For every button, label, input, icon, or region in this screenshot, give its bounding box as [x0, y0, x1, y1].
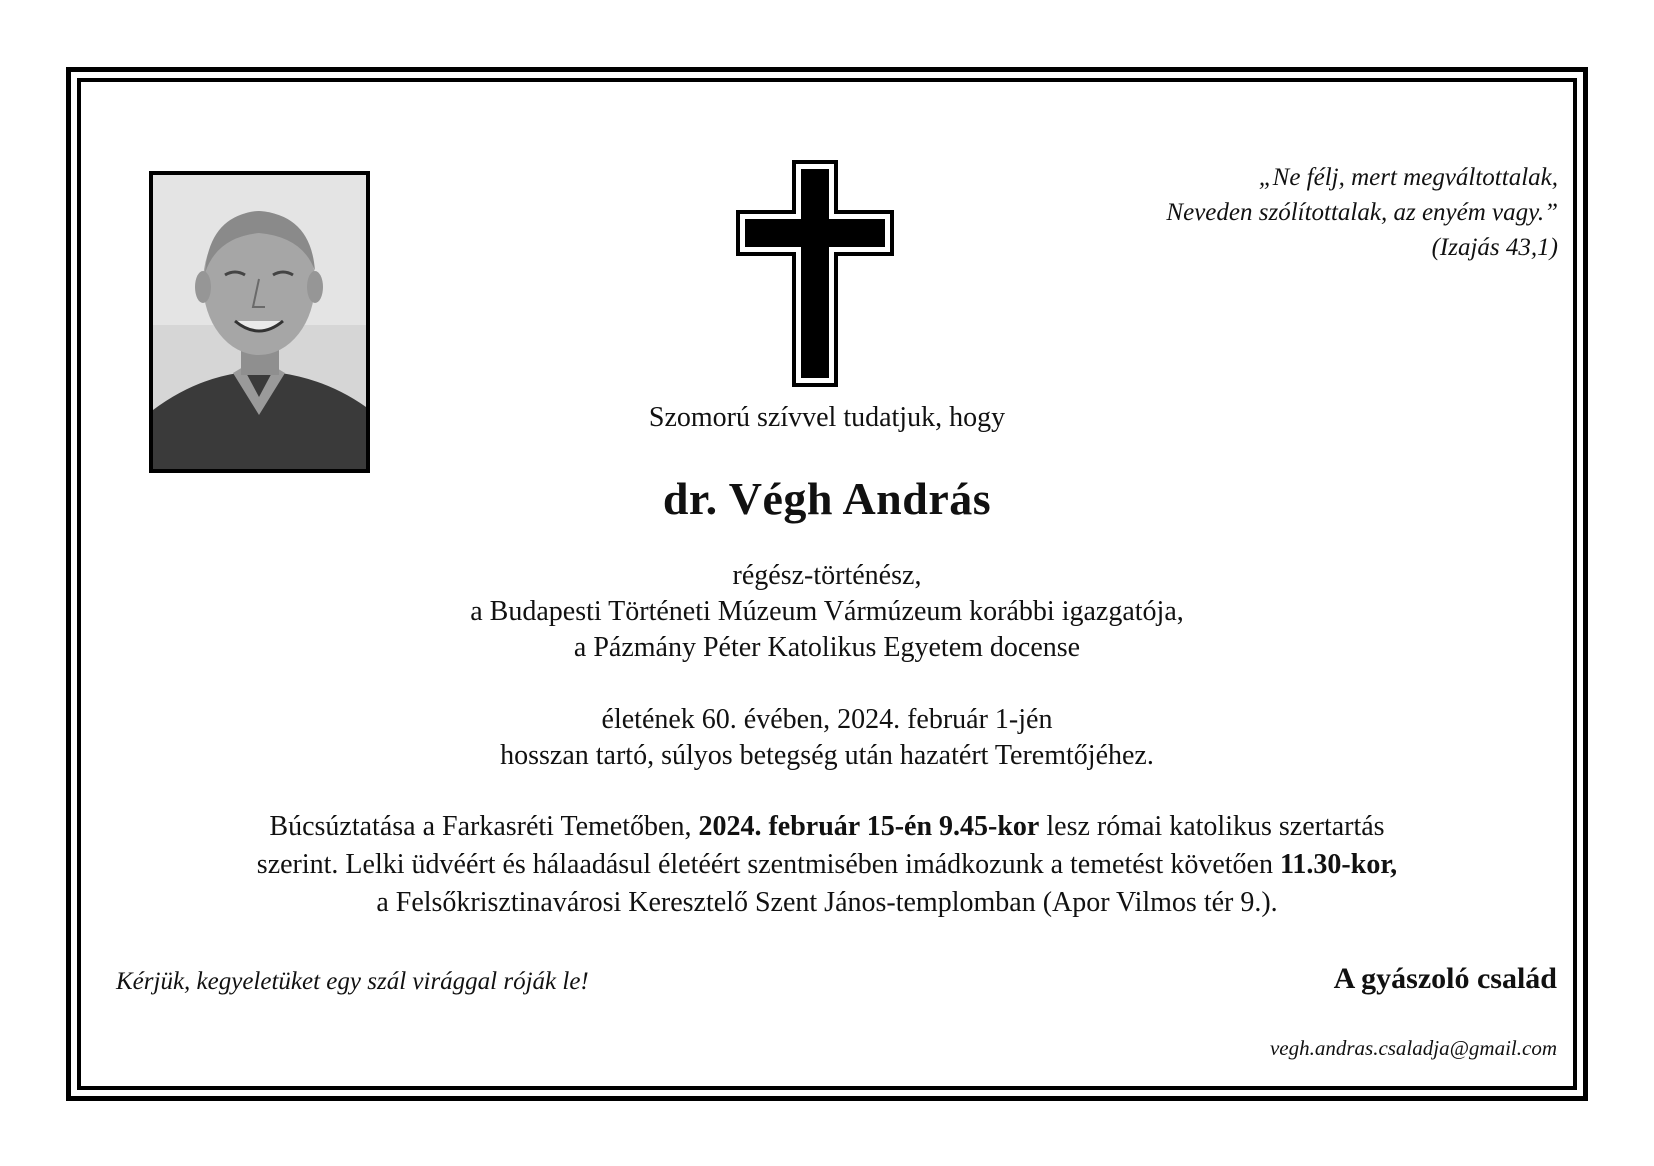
verse-line-1: „Ne félj, mert megváltottalak,	[1258, 164, 1558, 191]
ceremony-line-2	[90, 846, 1564, 884]
title-line-2: a Budapesti Történeti Múzeum Vármúzeum korábbi igazgatója,	[470, 596, 1184, 627]
family-signature: A gyászoló család	[1333, 962, 1557, 995]
funeral-datetime: 2024. február 15-én 9.45-kor	[698, 811, 1040, 842]
deceased-name: dr. Végh András	[662, 473, 992, 524]
death-notice	[90, 702, 1564, 774]
ceremony-line-1-start: Búcsúztatása a Farkasréti Temetőben,	[269, 811, 699, 842]
ceremony-details	[90, 808, 1564, 922]
contact-email[interactable]: vegh.andras.csaladja@gmail.com	[1269, 1036, 1557, 1060]
ceremony-line-1	[90, 808, 1564, 846]
ceremony-line-1-end: lesz római katolikus szertartás	[1039, 811, 1385, 842]
verse-line-2: Neveden szólítottalak, az enyém vagy.”	[1166, 199, 1558, 226]
intro-text: Szomorú szívvel tudatjuk, hogy	[648, 402, 1006, 433]
mass-time: 11.30-kor,	[1279, 849, 1398, 880]
verse-reference: (Izajás 43,1)	[1431, 234, 1558, 261]
ceremony-line-3: a Felsőkrisztinavárosi Keresztelő Szent János-templomban (Apor Vilmos tér 9.).	[376, 887, 1278, 918]
ceremony-line-2-start: szerint. Lelki üdvéért és hálaadásul életéért szentmisében imádkozunk a temetést követően	[256, 849, 1280, 880]
flower-request: Kérjük, kegyeletüket egy szál virággal róják le!	[116, 968, 589, 995]
death-line-1: életének 60. évében, 2024. február 1-jén	[601, 704, 1053, 735]
title-line-3: a Pázmány Péter Katolikus Egyetem docense	[573, 632, 1081, 663]
bible-verse	[998, 160, 1558, 265]
death-line-2: hosszan tartó, súlyos betegség után hazatért Teremtőjéhez.	[500, 740, 1154, 771]
cross-icon	[734, 160, 896, 387]
title-line-1: régész-történész,	[732, 560, 922, 591]
titles-block	[90, 558, 1564, 666]
